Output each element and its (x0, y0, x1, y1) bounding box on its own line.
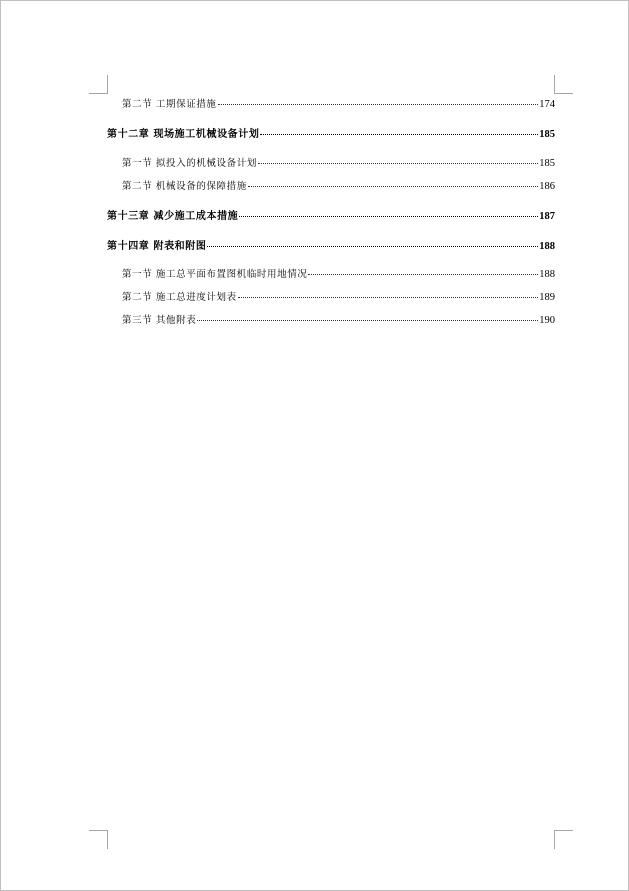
toc-entry-page-number: 188 (539, 269, 555, 280)
toc-chapter-entry[interactable] (107, 237, 555, 252)
toc-dot-leader (197, 320, 538, 321)
toc-entry-page-number: 185 (539, 158, 555, 169)
toc-entry[interactable] (122, 178, 555, 192)
toc-entry-title: 第一节 施工总平面布置图机临时用地情况 (122, 269, 308, 280)
toc-dot-leader (218, 104, 539, 105)
toc-chapter-entry[interactable] (107, 125, 555, 140)
toc-dot-leader (239, 216, 538, 217)
toc-entry-page-number: 189 (539, 292, 555, 303)
toc-entry-page-number: 185 (539, 129, 555, 140)
margin-mark-top-left (89, 75, 108, 94)
margin-mark-bottom-left (89, 830, 108, 849)
toc-entry-page-number: 187 (539, 211, 555, 222)
toc-chapter-title: 第十四章 附表和附图 (107, 241, 207, 252)
toc-entry-title: 第二节 工期保证措施 (122, 99, 217, 110)
toc-entry[interactable] (122, 312, 555, 326)
toc-chapter-title: 第十二章 现场施工机械设备计划 (107, 129, 260, 140)
toc-entry-title: 第二节 机械设备的保障措施 (122, 181, 247, 192)
toc-entry-page-number: 188 (539, 241, 555, 252)
toc-dot-leader (260, 134, 538, 135)
toc-entry[interactable] (122, 289, 555, 303)
toc-entry[interactable] (122, 155, 555, 169)
toc-entry-page-number: 174 (539, 99, 555, 110)
toc-chapter-title: 第十三章 减少施工成本措施 (107, 211, 239, 222)
toc-chapter-entry[interactable] (107, 207, 555, 222)
toc-entry[interactable] (122, 96, 555, 110)
toc-dot-leader (207, 246, 538, 247)
toc-dot-leader (238, 297, 539, 298)
toc-entry[interactable] (122, 266, 555, 280)
toc-entry-title: 第二节 施工总进度计划表 (122, 292, 237, 303)
margin-mark-bottom-right (554, 830, 573, 849)
margin-mark-top-right (554, 75, 573, 94)
toc-entry-page-number: 190 (539, 315, 555, 326)
toc-dot-leader (248, 186, 538, 187)
toc-entry-title: 第三节 其他附表 (122, 315, 197, 326)
toc-dot-leader (308, 274, 538, 275)
toc-entry-title: 第一节 拟投入的机械设备计划 (122, 158, 257, 169)
toc-dot-leader (258, 163, 538, 164)
toc-entry-page-number: 186 (539, 181, 555, 192)
